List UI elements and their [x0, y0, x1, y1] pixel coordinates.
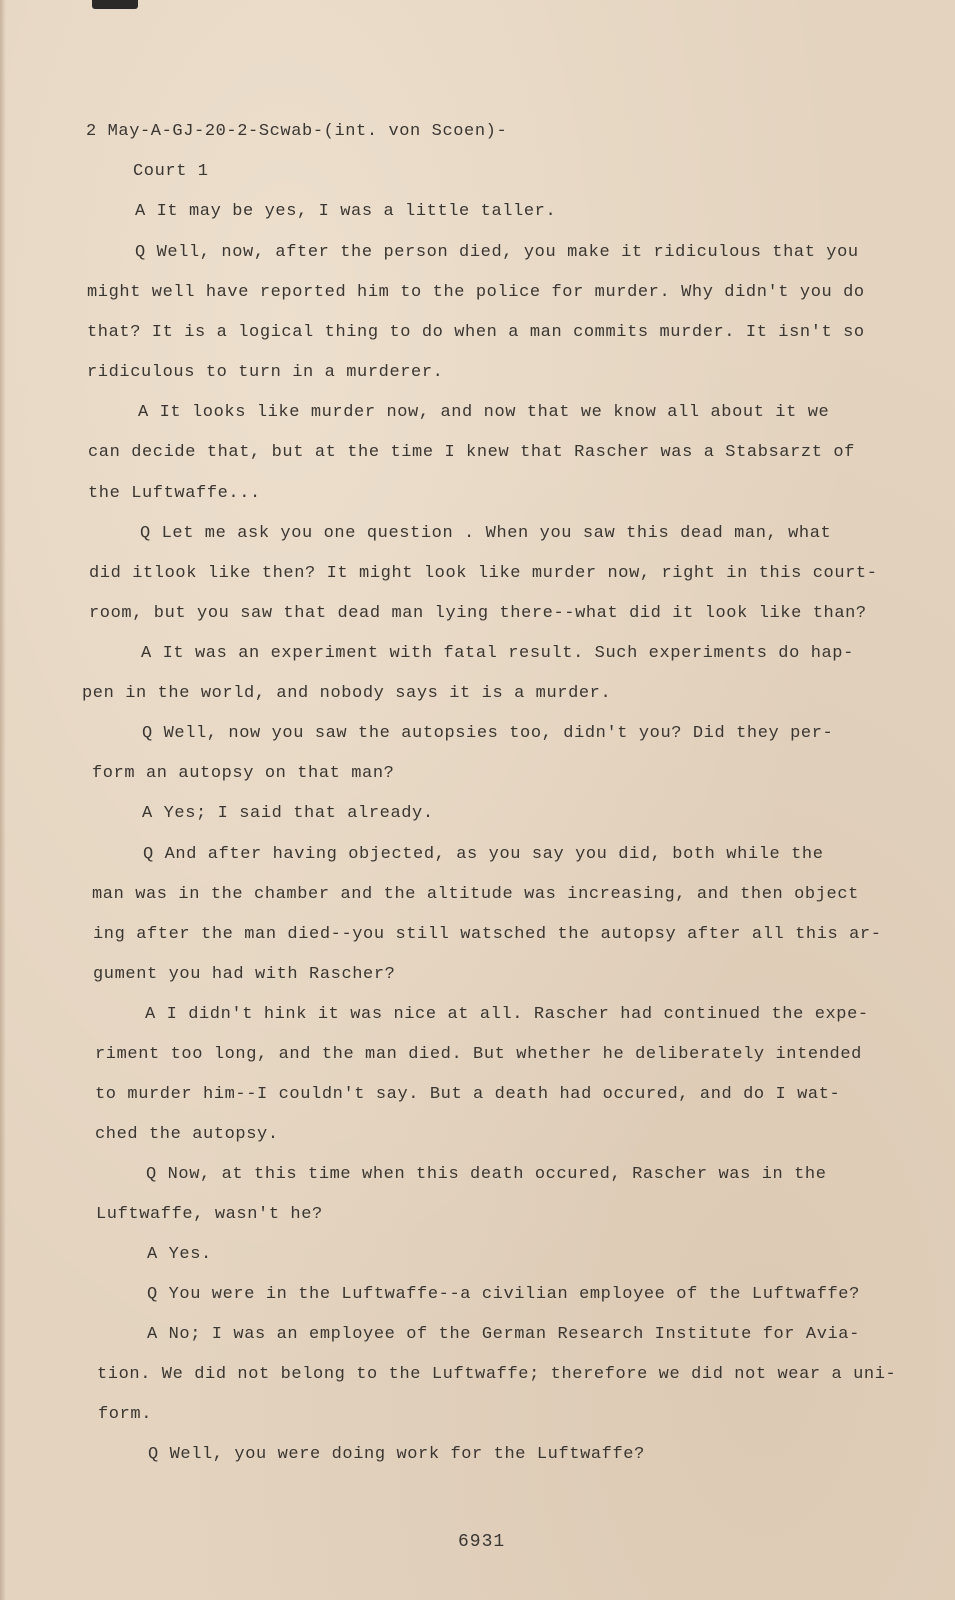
court-label: Court 1 — [133, 162, 209, 181]
transcript-line: Q You were in the Luftwaffe--a civilian employee of the Luftwaffe? — [147, 1285, 860, 1304]
transcript-line: that? It is a logical thing to do when a man commits murder. It isn't so — [87, 323, 865, 342]
transcript-header: 2 May-A-GJ-20-2-Scwab-(int. von Scoen)- — [86, 122, 508, 141]
transcript-line: form an autopsy on that man? — [92, 764, 395, 783]
transcript-line: A No; I was an employee of the German Research Institute for Avia- — [147, 1325, 860, 1344]
transcript-line: man was in the chamber and the altitude was increasing, and then object — [92, 885, 859, 904]
transcript-line: Q Now, at this time when this death occured, Rascher was in the — [146, 1165, 827, 1184]
transcript-line: ridiculous to turn in a murderer. — [87, 363, 444, 382]
transcript-line: ched the autopsy. — [95, 1125, 279, 1144]
transcript-line: A I didn't hink it was nice at all. Rascher had continued the expe- — [145, 1005, 869, 1024]
transcript-line: Q And after having objected, as you say you did, both while the — [143, 845, 824, 864]
transcript-line: form. — [98, 1405, 153, 1424]
transcript-line: A It looks like murder now, and now that we know all about it we — [138, 403, 830, 422]
transcript-line: A It may be yes, I was a little taller. — [135, 202, 557, 221]
transcript-line: might well have reported him to the police for murder. Why didn't you do — [87, 283, 865, 302]
transcript-line: Q Well, now, after the person died, you make it ridiculous that you — [135, 243, 859, 262]
paper-edge — [0, 0, 6, 1600]
transcript-line: tion. We did not belong to the Luftwaffe; therefore we did not wear a uni- — [97, 1365, 897, 1384]
binding-mark — [92, 0, 138, 9]
transcript-line: pen in the world, and nobody says it is a murder. — [82, 684, 612, 703]
transcript-line: Q Well, now you saw the autopsies too, didn't you? Did they per- — [142, 724, 834, 743]
transcript-line: Q Well, you were doing work for the Luftwaffe? — [148, 1445, 645, 1464]
transcript-line: A It was an experiment with fatal result. Such experiments do hap- — [141, 644, 854, 663]
transcript-line: ing after the man died--you still watsched the autopsy after all this ar- — [93, 925, 882, 944]
transcript-line: the Luftwaffe... — [88, 484, 261, 503]
transcript-line: riment too long, and the man died. But whether he deliberately intended — [95, 1045, 862, 1064]
transcript-line: A Yes. — [147, 1245, 212, 1264]
transcript-line: can decide that, but at the time I knew that Rascher was a Stabsarzt of — [88, 443, 855, 462]
transcript-line: gument you had with Rascher? — [93, 965, 396, 984]
transcript-line: Luftwaffe, wasn't he? — [96, 1205, 323, 1224]
transcript-line: A Yes; I said that already. — [142, 804, 434, 823]
transcript-line: to murder him--I couldn't say. But a death had occured, and do I wat- — [95, 1085, 841, 1104]
transcript-line: did itlook like then? It might look like murder now, right in this court- — [89, 564, 878, 583]
transcript-line: Q Let me ask you one question . When you saw this dead man, what — [140, 524, 832, 543]
page-number: 6931 — [458, 1532, 506, 1552]
transcript-line: room, but you saw that dead man lying there--what did it look like than? — [89, 604, 867, 623]
